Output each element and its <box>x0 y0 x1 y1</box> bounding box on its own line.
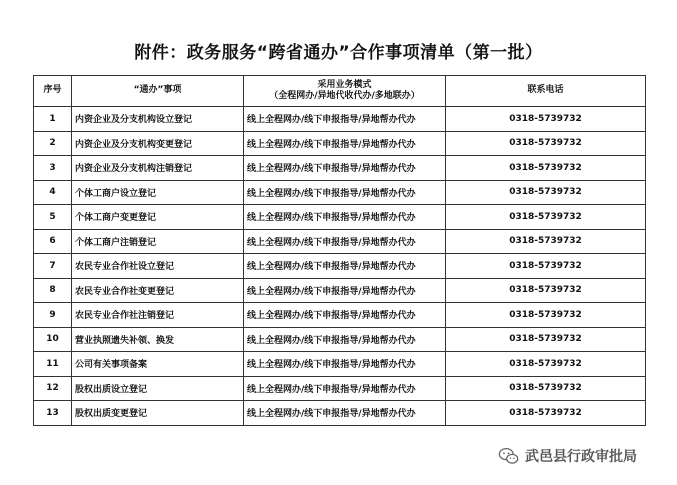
row-number: 2 <box>34 131 72 156</box>
row-mode: 线上全程网办/线下申报指导/异地帮办代办 <box>244 131 446 156</box>
row-number: 10 <box>34 327 72 352</box>
row-number: 6 <box>34 229 72 254</box>
row-item: 营业执照遗失补领、换发 <box>72 327 244 352</box>
row-number: 11 <box>34 352 72 377</box>
row-phone: 0318-5739732 <box>446 303 646 328</box>
table-row <box>34 303 646 328</box>
row-number: 8 <box>34 278 72 303</box>
document-title: 附件：政务服务“跨省通办”合作事项清单（第一批） <box>134 43 543 63</box>
table-row <box>34 254 646 279</box>
table-row <box>34 156 646 181</box>
row-number: 9 <box>34 303 72 328</box>
row-item: 个体工商户变更登记 <box>72 205 244 230</box>
row-item: 农民专业合作社变更登记 <box>72 278 244 303</box>
row-item: 股权出质变更登记 <box>72 401 244 426</box>
table-row <box>34 327 646 352</box>
row-phone: 0318-5739732 <box>446 376 646 401</box>
row-phone: 0318-5739732 <box>446 352 646 377</box>
row-item: 内资企业及分支机构注销登记 <box>72 156 244 181</box>
row-mode: 线上全程网办/线下申报指导/异地帮办代办 <box>244 229 446 254</box>
row-item: 公司有关事项备案 <box>72 352 244 377</box>
row-mode: 线上全程网办/线下申报指导/异地帮办代办 <box>244 327 446 352</box>
table-row <box>34 180 646 205</box>
table-row <box>34 401 646 426</box>
row-number: 4 <box>34 180 72 205</box>
table-row <box>34 278 646 303</box>
table-row <box>34 107 646 132</box>
wechat-icon <box>498 445 520 467</box>
table-row <box>34 131 646 156</box>
row-item: 农民专业合作社注销登记 <box>72 303 244 328</box>
row-phone: 0318-5739732 <box>446 401 646 426</box>
header-no: 序号 <box>34 76 72 107</box>
row-mode: 线上全程网办/线下申报指导/异地帮办代办 <box>244 156 446 181</box>
row-phone: 0318-5739732 <box>446 180 646 205</box>
row-phone: 0318-5739732 <box>446 278 646 303</box>
row-phone: 0318-5739732 <box>446 254 646 279</box>
row-item: 个体工商户设立登记 <box>72 180 244 205</box>
row-phone: 0318-5739732 <box>446 156 646 181</box>
row-phone: 0318-5739732 <box>446 107 646 132</box>
row-mode: 线上全程网办/线下申报指导/异地帮办代办 <box>244 254 446 279</box>
row-item: 农民专业合作社设立登记 <box>72 254 244 279</box>
header-mode <box>244 76 446 107</box>
table-row <box>34 205 646 230</box>
row-item: 内资企业及分支机构变更登记 <box>72 131 244 156</box>
row-mode: 线上全程网办/线下申报指导/异地帮办代办 <box>244 401 446 426</box>
header-phone: 联系电话 <box>446 76 646 107</box>
row-item: 内资企业及分支机构设立登记 <box>72 107 244 132</box>
row-number: 7 <box>34 254 72 279</box>
row-mode: 线上全程网办/线下申报指导/异地帮办代办 <box>244 107 446 132</box>
row-number: 3 <box>34 156 72 181</box>
row-number: 12 <box>34 376 72 401</box>
row-phone: 0318-5739732 <box>446 205 646 230</box>
service-items-table <box>33 75 646 426</box>
row-phone: 0318-5739732 <box>446 327 646 352</box>
watermark-text: 武邑县行政审批局 <box>525 449 637 465</box>
watermark <box>498 445 637 467</box>
row-phone: 0318-5739732 <box>446 229 646 254</box>
row-number: 5 <box>34 205 72 230</box>
row-number: 13 <box>34 401 72 426</box>
header-item: “通办”事项 <box>72 76 244 107</box>
row-item: 个体工商户注销登记 <box>72 229 244 254</box>
row-number: 1 <box>34 107 72 132</box>
table-row <box>34 352 646 377</box>
row-item: 股权出质设立登记 <box>72 376 244 401</box>
row-mode: 线上全程网办/线下申报指导/异地帮办代办 <box>244 205 446 230</box>
header-mode-line2: （全程网办/异地代收代办/多地联办） <box>269 91 420 101</box>
table-row <box>34 376 646 401</box>
row-mode: 线上全程网办/线下申报指导/异地帮办代办 <box>244 376 446 401</box>
row-phone: 0318-5739732 <box>446 131 646 156</box>
table-row <box>34 229 646 254</box>
row-mode: 线上全程网办/线下申报指导/异地帮办代办 <box>244 352 446 377</box>
row-mode: 线上全程网办/线下申报指导/异地帮办代办 <box>244 303 446 328</box>
row-mode: 线上全程网办/线下申报指导/异地帮办代办 <box>244 180 446 205</box>
row-mode: 线上全程网办/线下申报指导/异地帮办代办 <box>244 278 446 303</box>
table-header-row <box>34 76 646 107</box>
header-mode-line1: 采用业务模式 <box>317 79 372 90</box>
